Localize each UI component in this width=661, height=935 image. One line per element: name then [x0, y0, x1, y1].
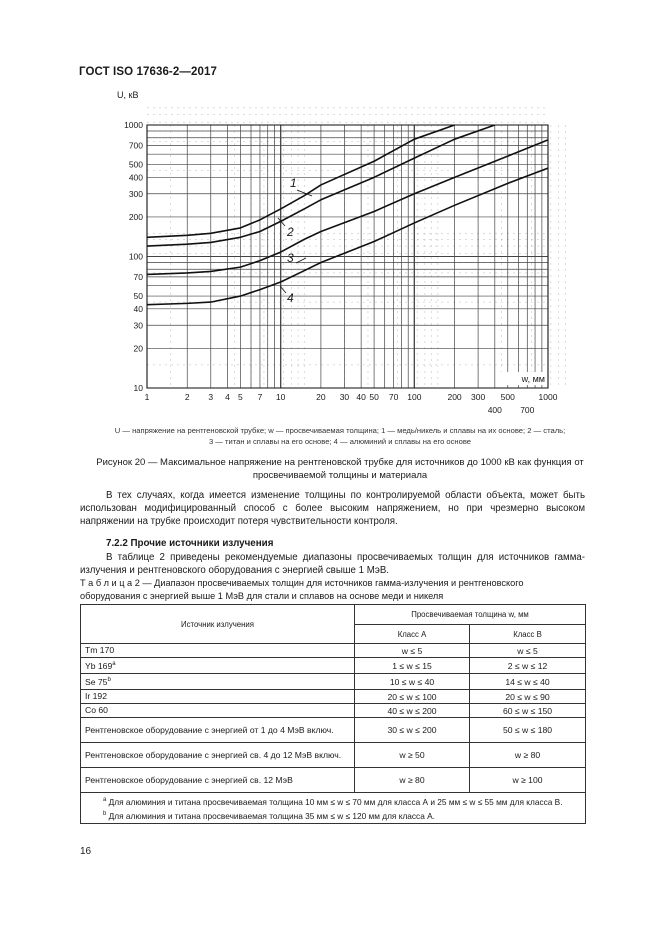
- page-number: 16: [80, 846, 92, 857]
- header-thickness: Просвечиваемая толщина w, мм: [355, 605, 586, 625]
- y-tick-label: 70: [133, 271, 143, 282]
- x-tick-label: 100: [407, 392, 422, 402]
- document-header: ГОСТ ISO 17636-2—2017: [79, 66, 217, 78]
- voltage-thickness-chart: [0, 0, 661, 430]
- x-tick-label: 1: [144, 392, 150, 402]
- cell-source-text: Ir 192: [85, 691, 107, 701]
- curve-3-label: 3: [287, 251, 294, 265]
- cell-class-b: w ≥ 80: [470, 743, 586, 768]
- cell-class-b: 2 ≤ w ≤ 12: [470, 658, 586, 674]
- cell-class-b: 60 ≤ w ≤ 150: [470, 704, 586, 718]
- y-tick-label: 20: [133, 343, 143, 354]
- y-tick-label: 700: [128, 140, 143, 151]
- cell-class-a: 10 ≤ w ≤ 40: [355, 674, 470, 690]
- cell-source: [81, 768, 355, 793]
- header-source: Источник излучения: [81, 605, 355, 644]
- y-tick-label: 50: [133, 291, 143, 302]
- chart-legend-line2: 3 — титан и сплавы на его основе; 4 — алюминий и сплавы на его основе: [208, 437, 472, 446]
- paragraph-table-intro: В таблице 2 приведены рекомендуемые диапазоны просвечиваемых толщин для источников гамма-излучения и рентгеновского оборудования с энергией свыше 1 МэВ.: [80, 552, 585, 576]
- x-axis-title: w, мм: [521, 374, 545, 384]
- cell-source: [81, 658, 355, 674]
- x-tick-label-lower: 400: [487, 405, 502, 415]
- cell-source: [81, 644, 355, 658]
- cell-source-text: Yb 169: [85, 661, 113, 671]
- y-tick-label: 1000: [124, 120, 143, 130]
- y-tick-label: 500: [128, 159, 143, 170]
- cell-source-footnote-mark: b: [107, 677, 111, 683]
- x-tick-label: 7: [257, 392, 263, 402]
- section-heading: 7.2.2 Прочие источники излучения: [106, 538, 274, 549]
- paragraph-thickness-variation: В тех случаях, когда имеется изменение толщины по контролируемой области объекта, может быть использован модифицированный способ с более высоким напряжением, но при чрезмерно высоком напряжении на трубке происходит потеря чувствительности контроля.: [80, 490, 585, 527]
- footnote-b-text: Для алюминия и титана просвечиваемая толщина 35 мм ≤ w ≤ 120 мм для класса А.: [108, 811, 435, 821]
- cell-source: [81, 674, 355, 690]
- x-tick-label: 20: [316, 392, 326, 402]
- y-tick-label: 30: [133, 320, 143, 331]
- cell-class-a: 20 ≤ w ≤ 100: [355, 690, 470, 704]
- cell-source-footnote-mark: a: [112, 661, 116, 667]
- cell-source: [81, 704, 355, 718]
- table-row: [81, 718, 586, 743]
- header-class-b: Класс В: [470, 625, 586, 644]
- header-class-a: Класс А: [355, 625, 470, 644]
- cell-class-a: w ≥ 50: [355, 743, 470, 768]
- x-tick-label: 500: [500, 392, 515, 402]
- cell-source: [81, 690, 355, 704]
- footnote-a: [85, 794, 581, 808]
- x-tick-label: 10: [275, 392, 286, 402]
- table-footnotes: [81, 793, 586, 824]
- cell-source: [81, 743, 355, 768]
- y-tick-label: 200: [128, 211, 143, 222]
- x-tick-label: 3: [208, 392, 214, 402]
- x-tick-label: 200: [447, 392, 462, 402]
- cell-class-a: 40 ≤ w ≤ 200: [355, 704, 470, 718]
- curve-4-label: 4: [287, 291, 294, 305]
- cell-class-b: 20 ≤ w ≤ 90: [470, 690, 586, 704]
- thickness-range-table: [80, 604, 586, 824]
- cell-class-a: w ≥ 80: [355, 768, 470, 793]
- table-row: [81, 690, 586, 704]
- table-row: [81, 674, 586, 690]
- chart-legend-line1: U — напряжение на рентгеновской трубке; w — просвечиваемая толщина; 1 — медь/никель и сплавы на их основе; 2 — сталь;: [114, 426, 566, 435]
- cell-source-text: Рентгеновское оборудование с энергией от 1 до 4 МэВ включ.: [85, 724, 334, 735]
- cell-class-a: w ≤ 5: [355, 644, 470, 658]
- cell-source: [81, 718, 355, 743]
- x-tick-label: 2: [184, 392, 190, 402]
- x-tick-label: 70: [388, 392, 399, 402]
- table-row: [81, 743, 586, 768]
- x-tick-label: 30: [339, 392, 350, 402]
- y-axis-title: U, кВ: [117, 90, 139, 100]
- figure-caption-line1: Рисунок 20 — Максимальное напряжение на рентгеновской трубке для источников до 1000 кВ как функция от: [96, 457, 584, 468]
- x-tick-label: 300: [471, 392, 486, 402]
- footnote-a-text: Для алюминия и титана просвечиваемая толщина 10 мм ≤ w ≤ 70 мм для класса А и 25 мм ≤ w ≤ 55 мм для класса В.: [108, 797, 563, 807]
- table-row: [81, 768, 586, 793]
- cell-source-text: Se 75: [85, 677, 108, 687]
- curve-2-label: 2: [287, 225, 294, 239]
- x-tick-label: 50: [369, 392, 379, 402]
- cell-class-b: 50 ≤ w ≤ 180: [470, 718, 586, 743]
- curve-1-label: 1: [290, 176, 297, 190]
- cell-source-text: Tm 170: [85, 645, 115, 655]
- x-tick-label: 40: [356, 392, 366, 402]
- y-tick-label: 10: [133, 383, 143, 393]
- y-tick-label: 300: [128, 188, 143, 199]
- x-tick-label: 5: [238, 392, 243, 402]
- y-tick-label: 100: [128, 251, 143, 262]
- cell-class-b: w ≤ 5: [470, 644, 586, 658]
- footnote-b: [85, 808, 581, 822]
- cell-class-b: 14 ≤ w ≤ 40: [470, 674, 586, 690]
- cell-source-text: Рентгеновское оборудование с энергией св. 4 до 12 МэВ включ.: [85, 749, 342, 760]
- figure-caption: [80, 456, 600, 482]
- curve-3: [147, 140, 548, 275]
- y-tick-label: 40: [133, 303, 143, 314]
- table-row: [81, 658, 586, 674]
- footnote-a-mark: a: [103, 797, 107, 803]
- cell-class-a: 30 ≤ w ≤ 200: [355, 718, 470, 743]
- cell-class-a: 1 ≤ w ≤ 15: [355, 658, 470, 674]
- x-tick-label: 1000: [538, 392, 558, 402]
- x-tick-label: 4: [225, 392, 230, 402]
- y-tick-label: 400: [128, 172, 143, 183]
- cell-source-text: Co 60: [85, 705, 108, 715]
- x-tick-label-lower: 700: [520, 405, 535, 415]
- footnote-b-mark: b: [103, 811, 107, 817]
- figure-caption-line2: просвечиваемой толщины и материала: [252, 470, 428, 481]
- table-caption: Т а б л и ц а 2 — Диапазон просвечиваемых толщин для источников гамма-излучения и рентгеновского оборудования с энергией выше 1 МэВ для стали и сплавов на основе меди и никеля: [80, 578, 524, 601]
- table-row: [81, 644, 586, 658]
- cell-source-text: Рентгеновское оборудование с энергией св. 12 МэВ: [85, 774, 293, 785]
- table-row: [81, 704, 586, 718]
- cell-class-b: w ≥ 100: [470, 768, 586, 793]
